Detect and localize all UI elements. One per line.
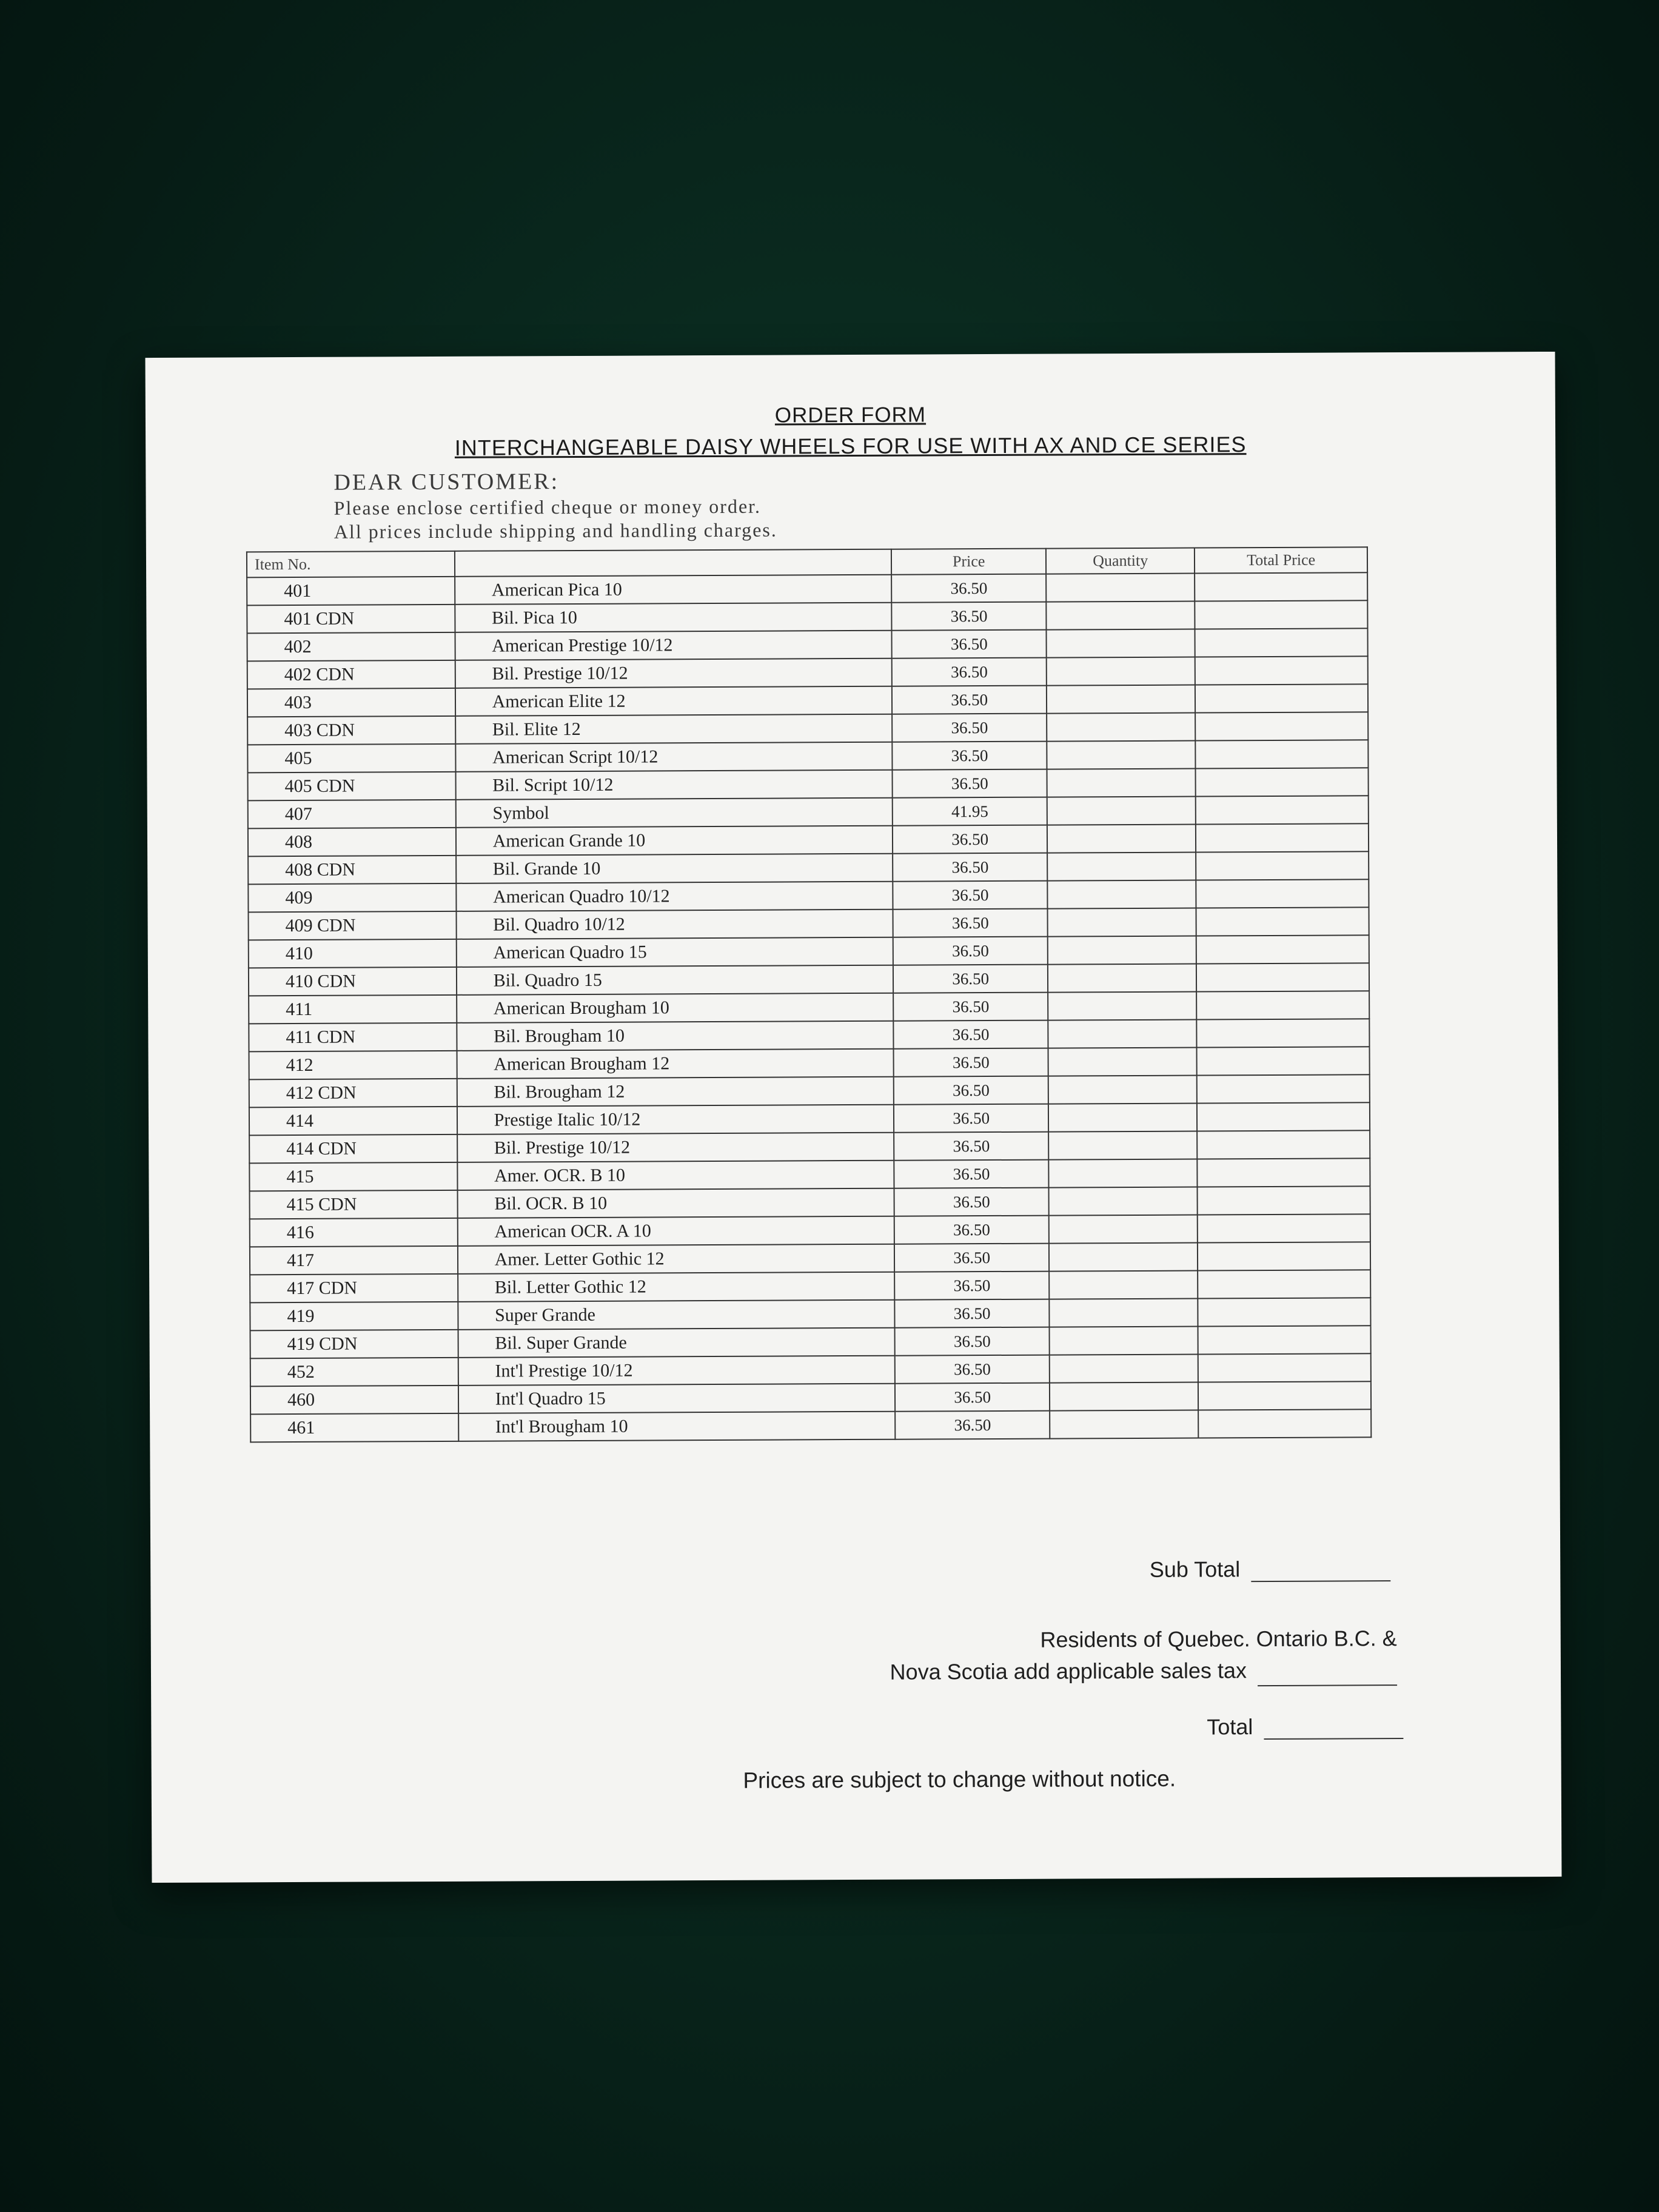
price-cell: 36.50: [894, 1021, 1048, 1049]
item-number-cell: 419: [250, 1302, 458, 1330]
table-row: [247, 684, 1368, 717]
item-number-cell: 415: [249, 1162, 457, 1191]
table-row: [249, 1047, 1370, 1079]
description-cell: Bil. Script 10/12: [455, 770, 893, 800]
price-cell: 36.50: [894, 1244, 1049, 1272]
quantity-cell[interactable]: [1047, 713, 1195, 742]
quantity-cell[interactable]: [1046, 602, 1195, 630]
total-price-cell[interactable]: [1198, 1158, 1370, 1187]
quantity-cell[interactable]: [1047, 880, 1196, 909]
header-description: [455, 549, 892, 577]
description-cell: American Brougham 10: [457, 993, 894, 1023]
table-row: [248, 796, 1369, 828]
price-cell: 36.50: [894, 1048, 1048, 1077]
quantity-cell[interactable]: [1048, 1131, 1197, 1160]
price-cell: 36.50: [894, 1272, 1049, 1300]
price-cell: 36.50: [894, 1104, 1048, 1133]
price-cell: 36.50: [892, 602, 1047, 631]
description-cell: Bil. OCR. B 10: [457, 1188, 894, 1218]
header-total-price: Total Price: [1195, 547, 1367, 573]
item-number-cell: 416: [250, 1218, 458, 1247]
price-cell: 36.50: [892, 686, 1047, 714]
description-cell: Bil. Grande 10: [456, 854, 893, 883]
item-number-cell: 405: [247, 744, 455, 773]
table-row: [250, 1242, 1370, 1275]
tax-note-line: Residents of Quebec. Ontario B.C. &: [1040, 1626, 1397, 1652]
item-number-cell: 401: [247, 577, 455, 605]
tax-note-line-2: Nova Scotia add applicable sales tax: [890, 1654, 1398, 1688]
description-cell: Int'l Brougham 10: [458, 1412, 896, 1441]
form-subtitle: INTERCHANGEABLE DAISY WHEELS FOR USE WITH AX AND CE SERIES: [454, 432, 1247, 460]
quantity-cell[interactable]: [1048, 1159, 1197, 1188]
table-row: [248, 879, 1369, 912]
total-price-cell[interactable]: [1196, 963, 1369, 991]
item-number-cell: 408: [248, 828, 456, 856]
table-row: [247, 628, 1368, 661]
total-price-cell[interactable]: [1197, 1130, 1370, 1159]
total-price-cell[interactable]: [1198, 1242, 1370, 1270]
total-price-cell[interactable]: [1198, 1214, 1370, 1242]
table-row: [249, 1158, 1370, 1191]
price-cell: 36.50: [894, 1160, 1049, 1188]
table-row: [250, 1353, 1371, 1386]
total-line: [1207, 1714, 1403, 1740]
description-cell: American Grande 10: [456, 826, 893, 856]
quantity-cell[interactable]: [1048, 992, 1196, 1021]
total-price-cell[interactable]: [1196, 879, 1369, 908]
total-price-cell[interactable]: [1195, 656, 1368, 685]
description-cell: Prestige Italic 10/12: [457, 1105, 894, 1134]
item-number-cell: 410: [249, 939, 457, 968]
table-row: [249, 1102, 1370, 1135]
quantity-cell[interactable]: [1049, 1187, 1198, 1216]
description-cell: American Brougham 12: [457, 1049, 894, 1079]
item-number-cell: 412: [249, 1051, 457, 1079]
total-price-cell[interactable]: [1198, 1409, 1371, 1438]
total-label: Total: [1207, 1714, 1253, 1740]
description-cell: Bil. Brougham 12: [457, 1077, 894, 1107]
description-cell: Int'l Prestige 10/12: [458, 1356, 895, 1386]
price-cell: 36.50: [893, 965, 1048, 993]
description-cell: American OCR. A 10: [457, 1216, 894, 1246]
table-row: [248, 823, 1369, 856]
quantity-cell[interactable]: [1048, 908, 1196, 937]
total-price-cell[interactable]: [1198, 1270, 1370, 1298]
item-number-cell: 412 CDN: [249, 1079, 457, 1107]
table-row: [250, 1409, 1371, 1442]
table-row: [247, 740, 1368, 773]
description-cell: American Quadro 10/12: [456, 882, 893, 911]
quantity-cell[interactable]: [1046, 574, 1195, 602]
description-cell: Bil. Prestige 10/12: [455, 659, 892, 688]
price-cell: 36.50: [895, 1383, 1050, 1412]
quantity-cell[interactable]: [1048, 1020, 1196, 1048]
price-cell: 36.50: [892, 658, 1047, 686]
order-form-sheet: [146, 352, 1562, 1883]
header-price: Price: [891, 549, 1046, 575]
description-cell: Bil. Pica 10: [455, 603, 892, 632]
item-number-cell: 401 CDN: [247, 605, 455, 633]
instruction-line: Please enclose certified cheque or money order.: [333, 495, 762, 519]
header-quantity: Quantity: [1046, 548, 1195, 574]
price-cell: 36.50: [893, 742, 1047, 770]
description-cell: American Script 10/12: [455, 742, 893, 772]
total-price-cell[interactable]: [1197, 1019, 1370, 1047]
total-price-cell[interactable]: [1198, 1381, 1371, 1410]
price-cell: 36.50: [894, 1188, 1049, 1216]
table-row: [249, 991, 1369, 1024]
item-number-cell: 411: [249, 995, 457, 1024]
table-row: [249, 963, 1369, 996]
description-cell: Amer. OCR. B 10: [457, 1161, 894, 1190]
item-number-cell: 405 CDN: [248, 772, 456, 800]
description-cell: American Quadro 15: [456, 937, 893, 967]
table-row: [247, 600, 1367, 633]
quantity-cell[interactable]: [1049, 1243, 1198, 1272]
item-number-cell: 452: [250, 1358, 458, 1386]
item-number-cell: 408 CDN: [248, 856, 456, 884]
table-row: [249, 1130, 1370, 1163]
item-number-cell: 402: [247, 632, 455, 661]
table-row: [247, 572, 1367, 605]
quantity-cell[interactable]: [1048, 1076, 1197, 1104]
item-number-cell: 407: [248, 800, 456, 828]
quantity-cell[interactable]: [1047, 825, 1196, 853]
table-row: [250, 1270, 1370, 1302]
quantity-cell[interactable]: [1047, 629, 1195, 658]
quantity-cell[interactable]: [1047, 741, 1195, 769]
total-price-cell[interactable]: [1198, 1186, 1370, 1215]
form-title: ORDER FORM: [774, 403, 927, 427]
quantity-cell[interactable]: [1048, 1104, 1197, 1132]
price-cell: 36.50: [895, 1299, 1050, 1328]
quantity-cell[interactable]: [1048, 964, 1196, 993]
quantity-cell[interactable]: [1050, 1382, 1198, 1411]
table-row: [250, 1381, 1371, 1414]
item-number-cell: 461: [250, 1413, 458, 1442]
price-change-notice: Prices are subject to change without notice.: [743, 1766, 1176, 1793]
item-number-cell: 414: [249, 1107, 457, 1135]
quantity-cell[interactable]: [1050, 1410, 1198, 1439]
price-cell: 41.95: [893, 797, 1047, 826]
total-blank[interactable]: [1264, 1716, 1403, 1740]
item-number-cell: 417: [250, 1246, 458, 1275]
table-row: [249, 907, 1369, 940]
price-cell: 36.50: [893, 853, 1047, 882]
total-price-cell[interactable]: [1198, 1298, 1371, 1326]
total-price-cell[interactable]: [1197, 1047, 1370, 1075]
total-price-cell[interactable]: [1195, 712, 1368, 740]
quantity-cell[interactable]: [1047, 853, 1196, 881]
description-cell: Int'l Quadro 15: [458, 1384, 896, 1413]
price-cell: 36.50: [895, 1327, 1050, 1356]
order-table: [246, 546, 1372, 1443]
total-price-cell[interactable]: [1196, 796, 1369, 824]
table-row: [249, 1074, 1370, 1107]
description-cell: American Elite 12: [455, 686, 893, 716]
total-price-cell[interactable]: [1196, 991, 1369, 1019]
subtotal-line: [1150, 1556, 1391, 1583]
description-cell: Symbol: [455, 798, 893, 828]
price-cell: 36.50: [895, 1355, 1050, 1384]
total-price-cell[interactable]: [1195, 572, 1367, 601]
item-number-cell: 409 CDN: [249, 911, 457, 940]
table-row: [247, 712, 1368, 745]
description-cell: Bil. Quadro 15: [457, 965, 894, 995]
quantity-cell[interactable]: [1049, 1215, 1198, 1244]
description-cell: Bil. Brougham 10: [457, 1021, 894, 1051]
description-cell: Bil. Prestige 10/12: [457, 1133, 894, 1162]
total-price-cell[interactable]: [1196, 851, 1369, 880]
price-cell: 36.50: [894, 1132, 1048, 1161]
table-row: [249, 1019, 1369, 1051]
quantity-cell[interactable]: [1047, 769, 1196, 797]
tax-blank[interactable]: [1258, 1663, 1397, 1686]
sales-tax-line: [890, 1623, 1397, 1688]
quantity-cell[interactable]: [1049, 1271, 1198, 1299]
description-cell: American Prestige 10/12: [455, 631, 892, 660]
price-cell: 36.50: [893, 937, 1048, 965]
quantity-cell[interactable]: [1050, 1355, 1198, 1383]
table-row: [248, 768, 1369, 800]
table-row: [250, 1214, 1370, 1247]
table-row: [250, 1326, 1371, 1358]
order-table-body: [247, 572, 1371, 1442]
table-row: [247, 656, 1368, 689]
total-price-cell[interactable]: [1196, 740, 1369, 768]
price-cell: 36.50: [893, 769, 1047, 798]
description-cell: Amer. Letter Gothic 12: [458, 1244, 895, 1274]
description-cell: American Pica 10: [455, 575, 892, 605]
dear-customer-heading: DEAR CUSTOMER:: [333, 469, 560, 495]
total-price-cell[interactable]: [1195, 684, 1368, 712]
item-number-cell: 460: [250, 1386, 458, 1414]
price-cell: 36.50: [892, 714, 1047, 742]
total-price-cell[interactable]: [1195, 628, 1368, 657]
item-number-cell: 411 CDN: [249, 1023, 457, 1051]
table-row: [250, 1186, 1370, 1219]
item-number-cell: 417 CDN: [250, 1274, 458, 1302]
total-price-cell[interactable]: [1198, 1353, 1371, 1382]
price-cell: 36.50: [893, 881, 1048, 910]
quantity-cell[interactable]: [1047, 685, 1195, 714]
price-cell: 36.50: [892, 630, 1047, 659]
item-number-cell: 403: [247, 688, 455, 717]
quantity-cell[interactable]: [1047, 797, 1196, 825]
table-row: [248, 851, 1369, 884]
total-price-cell[interactable]: [1196, 823, 1369, 852]
quantity-cell[interactable]: [1047, 657, 1195, 686]
header-item-no: Item No.: [247, 551, 455, 577]
item-number-cell: 410 CDN: [249, 967, 457, 996]
quantity-cell[interactable]: [1048, 936, 1196, 965]
item-number-cell: 414 CDN: [249, 1134, 457, 1163]
description-cell: Super Grande: [458, 1300, 895, 1330]
item-number-cell: 402 CDN: [247, 660, 455, 689]
description-cell: Bil. Letter Gothic 12: [458, 1272, 895, 1302]
subtotal-label: Sub Total: [1149, 1557, 1241, 1582]
item-number-cell: 415 CDN: [250, 1190, 458, 1219]
price-cell: 36.50: [894, 1076, 1048, 1105]
table-row: [249, 935, 1369, 968]
description-cell: Bil. Quadro 10/12: [456, 910, 893, 939]
price-cell: 36.50: [893, 825, 1047, 854]
quantity-cell[interactable]: [1050, 1327, 1198, 1355]
total-price-cell[interactable]: [1195, 600, 1368, 629]
price-cell: 36.50: [893, 993, 1048, 1021]
total-price-cell[interactable]: [1196, 768, 1369, 796]
description-cell: Bil. Elite 12: [455, 714, 893, 744]
price-cell: 36.50: [895, 1411, 1050, 1439]
quantity-cell[interactable]: [1048, 1048, 1197, 1076]
price-cell: 36.50: [891, 574, 1046, 603]
item-number-cell: 419 CDN: [250, 1330, 458, 1358]
item-number-cell: 409: [248, 883, 456, 912]
table-row: [250, 1298, 1370, 1330]
description-cell: Bil. Super Grande: [458, 1328, 895, 1358]
total-price-cell[interactable]: [1196, 935, 1369, 964]
total-price-cell[interactable]: [1197, 1074, 1370, 1103]
price-cell: 36.50: [894, 1216, 1049, 1244]
item-number-cell: 403 CDN: [247, 716, 455, 745]
customer-instructions: [333, 468, 777, 543]
total-price-cell[interactable]: [1196, 907, 1369, 936]
total-price-cell[interactable]: [1198, 1326, 1371, 1354]
subtotal-blank[interactable]: [1251, 1558, 1390, 1582]
instruction-line: All prices include shipping and handling charges.: [333, 518, 777, 543]
price-cell: 36.50: [893, 909, 1048, 937]
total-price-cell[interactable]: [1197, 1102, 1370, 1131]
quantity-cell[interactable]: [1049, 1299, 1198, 1327]
